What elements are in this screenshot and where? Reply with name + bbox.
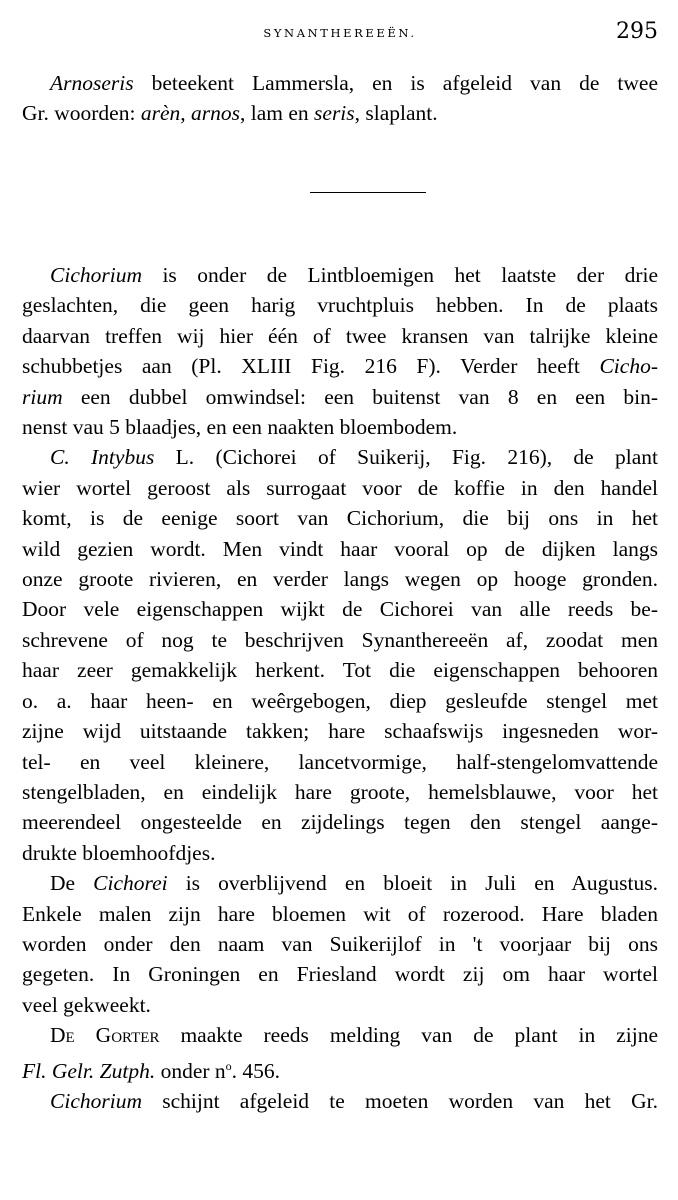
section-divider xyxy=(310,192,426,193)
text-run: L. (Cichorei of Suikerij, Fig. 216), de plant xyxy=(154,445,659,470)
text-line: Door vele eigenschappen wijkt de Cichorei van alle reeds be- xyxy=(22,597,658,622)
text-line xyxy=(22,68,658,98)
page-number: 295 xyxy=(616,19,658,44)
text-line: daarvan treffen wij hier één of twee kransen van talrijke kleine xyxy=(22,323,658,348)
text-run: onder n xyxy=(155,1058,226,1083)
text-line xyxy=(22,260,658,290)
greek-word: arèn xyxy=(140,101,181,126)
text-run: is overblijvend en bloeit in Juli en Augustus. xyxy=(167,871,658,896)
plant-name: Cichorei xyxy=(93,871,168,896)
text-line xyxy=(22,1020,658,1050)
author-name: De Gorter xyxy=(50,1023,160,1048)
genus-name: Cichorium xyxy=(50,263,142,287)
text-line: zijne wijd uitstaande takken; hare schaafswijs ingesneden wor- xyxy=(22,719,658,744)
text-line: haar zeer gemakkelijk herkent. Tot die eigenschappen behooren xyxy=(22,658,658,683)
text-line xyxy=(22,442,658,472)
text-line xyxy=(22,1051,658,1087)
running-title: SYNANTHEREEËN. xyxy=(263,26,417,40)
genus-name: Arnoseris xyxy=(50,71,134,95)
text-run: De xyxy=(50,871,94,896)
text-run: . 456. xyxy=(231,1058,281,1083)
text-line: Enkele malen zijn hare bloemen wit of rozerood. Hare bladen xyxy=(22,901,658,926)
text-line: drukte bloemhoofdjes. xyxy=(22,840,216,865)
text-line: worden onder den naam van Suikerijlof in 't voorjaar bij ons xyxy=(22,931,658,956)
text-line xyxy=(22,351,658,381)
greek-word: seris xyxy=(314,101,355,126)
text-run: maakte reeds melding van de plant in zijne xyxy=(159,1023,659,1048)
text-line xyxy=(22,382,658,412)
text-run: schubbetjes aan (Pl. XLIII Fig. 216 F). Verder heeft xyxy=(22,354,600,379)
work-title: Fl. Gelr. Zutph. xyxy=(22,1058,156,1083)
genus-name: Cicho- xyxy=(599,354,658,379)
text-line: geslachten, die geen harig vruchtpluis hebben. In de plaats xyxy=(22,293,658,318)
text-line: gegeten. In Groningen en Friesland wordt zij om haar wortel xyxy=(22,962,658,987)
text-run: een dubbel omwindsel: een buitenst van 8 en een bin- xyxy=(62,384,658,409)
text-line: stengelbladen, en eindelijk hare groote, hemelsblauwe, voor het xyxy=(22,779,658,804)
text-run: schijnt afgeleid te moeten worden van het Gr. xyxy=(141,1089,658,1114)
greek-word: arnos xyxy=(191,101,240,126)
text-run: beteekent Lammersla, en is afgeleid van de twee xyxy=(133,71,658,95)
text-line xyxy=(22,98,658,128)
text-run: , lam en xyxy=(239,101,315,126)
text-line: o. a. haar heen- en weêrgebogen, diep gesleufde stengel met xyxy=(22,688,658,713)
text-line: komt, is de eenige soort van Cichorium, die bij ons in het xyxy=(22,506,658,531)
text-line: wier wortel geroost als surrogaat voor de koffie in den handel xyxy=(22,475,658,500)
text-line xyxy=(22,1086,658,1116)
paragraph-cichorium xyxy=(22,260,658,1117)
text-line: onze groote rivieren, en verder langs wegen op hooge gronden. xyxy=(22,567,658,592)
text-line: wild gezien wordt. Men vindt haar vooral op de dijken langs xyxy=(22,536,658,561)
genus-name: Cichorium xyxy=(50,1089,142,1114)
text-line xyxy=(22,868,658,898)
genus-name: rium xyxy=(22,384,63,409)
page-header xyxy=(22,18,658,48)
text-run: Gr. woorden: xyxy=(22,101,141,126)
text-line: meerendeel ongesteelde en zijdelings tegen den stengel aange- xyxy=(22,810,658,835)
text-run: , slaplant. xyxy=(354,101,438,126)
paragraph-arnoseris xyxy=(22,68,658,129)
text-line: nenst vau 5 blaadjes, en een naakten bloembodem. xyxy=(22,415,458,440)
text-line: schrevene of nog te beschrijven Synanthereeën af, zoodat men xyxy=(22,627,658,652)
text-run: , xyxy=(180,101,191,126)
text-run: is onder de Lintbloemigen het laatste der drie xyxy=(141,263,658,287)
species-name: C. Intybus xyxy=(50,445,155,470)
text-line: tel- en veel kleinere, lancetvormige, half-stengelomvattende xyxy=(22,749,658,774)
text-line: veel gekweekt. xyxy=(22,992,151,1017)
superscript: o xyxy=(225,1058,232,1073)
